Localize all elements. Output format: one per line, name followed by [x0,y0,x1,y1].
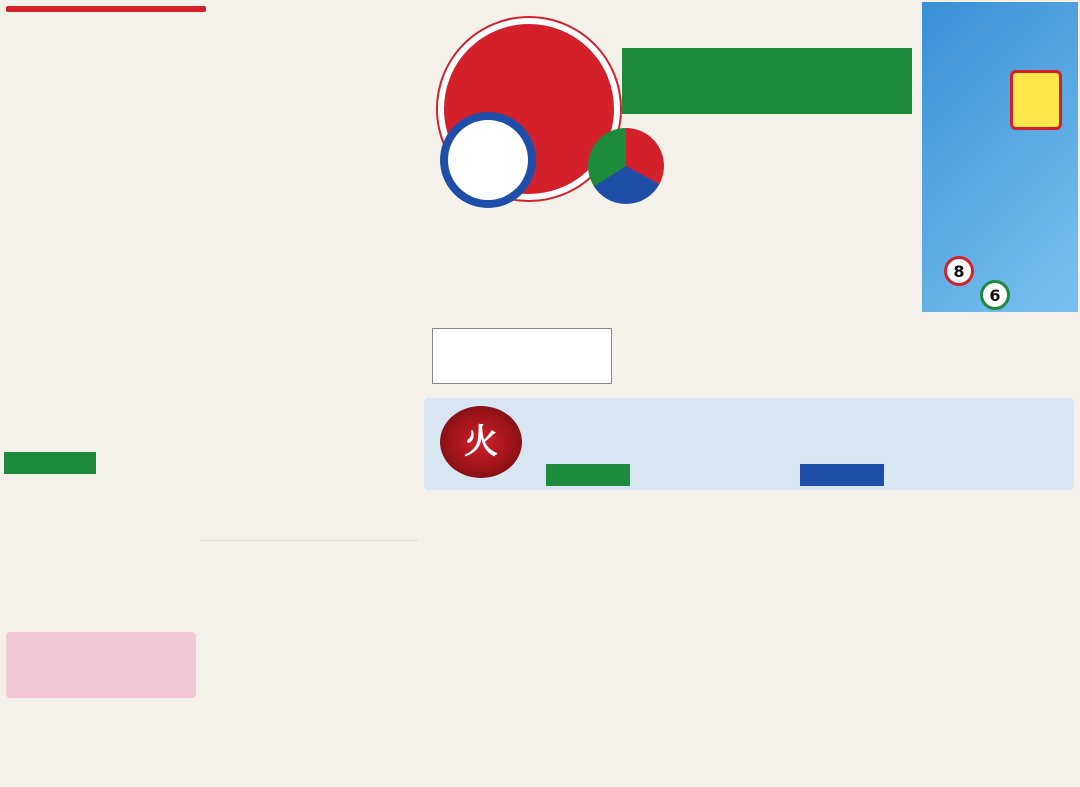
hero-circle-blue [440,112,536,208]
side-ball-8: 8 [944,256,974,286]
special-alt-label [800,464,884,486]
number-grid [420,528,1060,784]
side-title [1010,70,1062,130]
trend-badge [588,128,664,204]
header-small [6,6,206,12]
fire-icon: 火 [440,406,522,478]
main-title [622,48,912,114]
hot-title [4,452,96,474]
results-table [200,540,418,541]
last-draw-panel [6,632,196,698]
special-main-label [546,464,630,486]
side-ball-6: 6 [980,280,1010,310]
summary-box [432,328,612,384]
results-heading [200,540,418,541]
